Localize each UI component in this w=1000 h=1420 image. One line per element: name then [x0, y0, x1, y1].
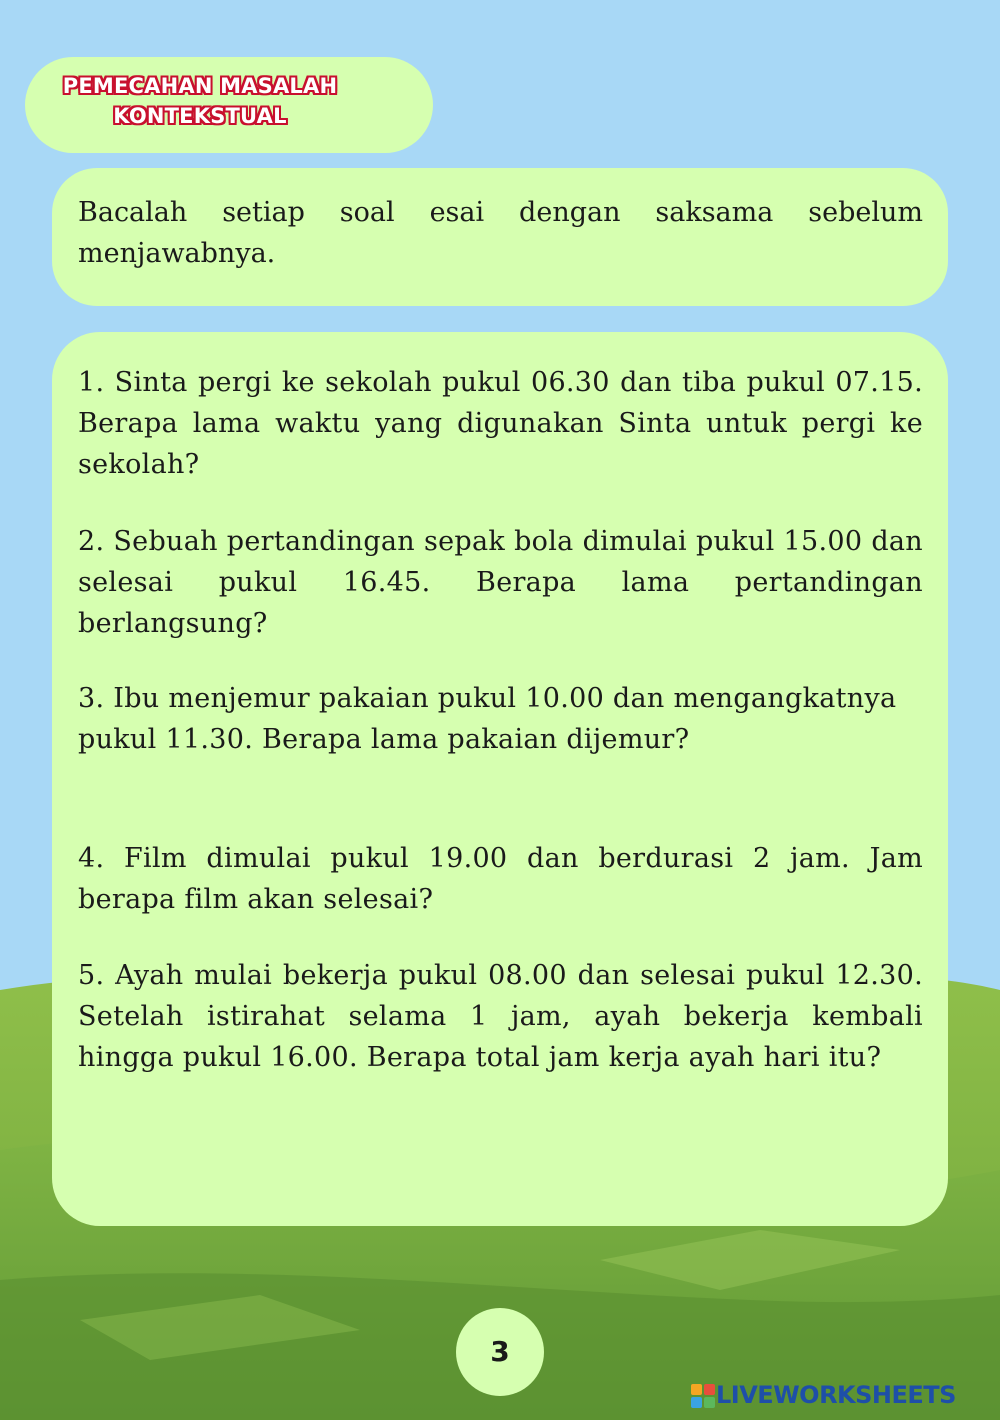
question-4: 4. Film dimulai pukul 19.00 dan berdurasi 2 jam. Jam berapa film akan selesai?	[78, 843, 923, 915]
page-title	[25, 71, 375, 131]
question-3: 3. Ibu menjemur pakaian pukul 10.00 dan mengangkatnya pukul 11.30. Berapa lama pakaian dijemur?	[78, 683, 897, 755]
questions-box	[52, 332, 948, 1226]
question-5: 5. Ayah mulai bekerja pukul 08.00 dan selesai pukul 12.30. Setelah istirahat selama 1 jam, ayah bekerja kembali hingga pukul 16.00. Berapa total jam kerja ayah hari itu?	[78, 960, 923, 1073]
page-number: 3	[490, 1335, 510, 1368]
question-2: 2. Sebuah pertandingan sepak bola dimulai pukul 15.00 dan selesai pukul 16.45. Berapa lama pertandingan berlangsung?	[78, 526, 923, 639]
page-title-line2: KONTEKSTUAL	[113, 104, 287, 128]
page-title-line1: PEMECAHAN MASALAH	[62, 74, 338, 98]
page-number-badge	[456, 1308, 544, 1396]
liveworksheets-logo-icon	[690, 1383, 716, 1409]
question-1: 1. Sinta pergi ke sekolah pukul 06.30 dan tiba pukul 07.15. Berapa lama waktu yang digunakan Sinta untuk pergi ke sekolah?	[78, 367, 923, 480]
instruction-text: Bacalah setiap soal esai dengan saksama sebelum menjawabnya.	[78, 197, 923, 269]
title-banner	[25, 57, 433, 153]
instruction-box	[52, 168, 948, 306]
liveworksheets-watermark	[690, 1380, 990, 1410]
liveworksheets-text: LIVEWORKSHEETS	[716, 1381, 956, 1409]
